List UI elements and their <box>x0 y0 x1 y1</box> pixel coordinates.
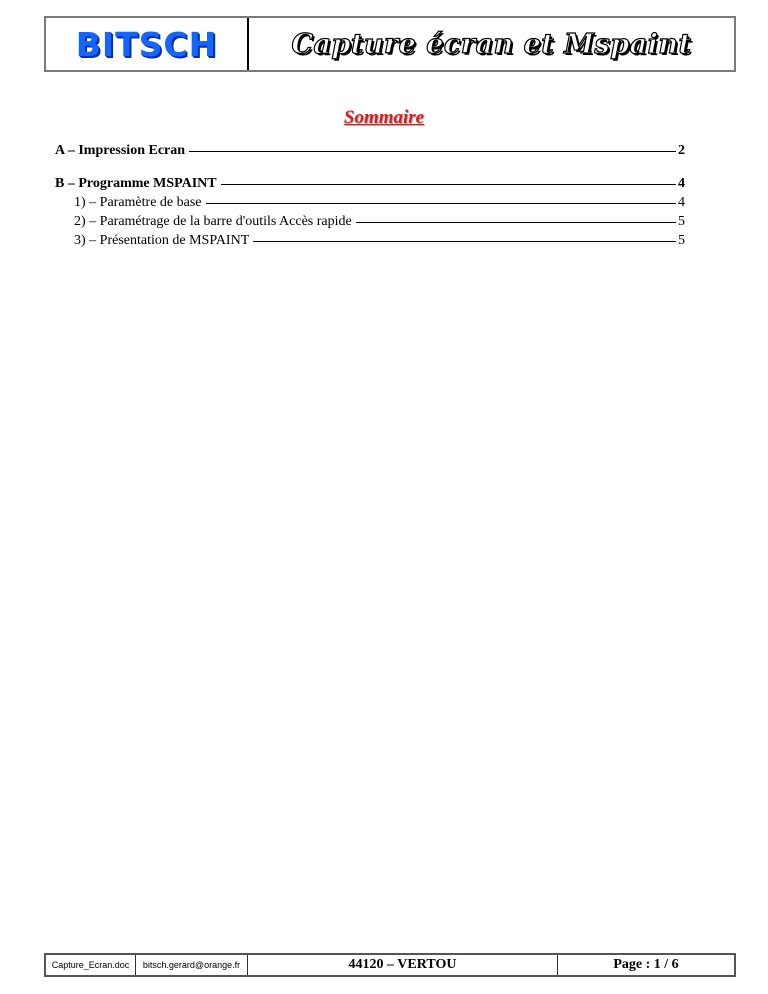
toc-entry-a[interactable] <box>55 143 685 162</box>
toc-leader-line <box>206 203 677 204</box>
footer-page-number: Page : 1 / 6 <box>613 957 679 972</box>
footer-email: bitsch.gerard@orange.fr <box>136 955 248 975</box>
logo-box <box>46 18 249 70</box>
page-footer <box>44 953 736 977</box>
table-of-contents <box>55 143 685 252</box>
toc-entry-b[interactable] <box>55 176 685 195</box>
title-box <box>249 18 734 70</box>
toc-entry-b2[interactable] <box>55 214 685 233</box>
toc-leader-line <box>253 241 676 242</box>
toc-entry-page: 5 <box>678 233 685 248</box>
toc-entry-page: 2 <box>678 143 685 158</box>
toc-leader-line <box>356 222 676 223</box>
document-title: Capture écran et Mspaint <box>291 28 692 60</box>
page-header <box>44 16 736 72</box>
footer-location: 44120 – VERTOU <box>248 955 558 975</box>
toc-entry-b3[interactable] <box>55 233 685 252</box>
toc-entry-page: 5 <box>678 214 685 229</box>
toc-entry-b1[interactable] <box>55 195 685 214</box>
footer-filename: Capture_Ecran.doc <box>46 955 136 975</box>
toc-entry-page: 4 <box>678 176 685 191</box>
logo-text: BITSCH <box>75 24 218 64</box>
toc-entry-label: 2) – Paramétrage de la barre d'outils Accès rapide <box>74 214 352 229</box>
toc-entry-page: 4 <box>678 195 685 210</box>
toc-heading: Sommaire <box>343 107 425 128</box>
toc-entry-label: 1) – Paramètre de base <box>74 195 202 210</box>
toc-entry-label: A – Impression Ecran <box>55 143 186 158</box>
toc-entry-label: 3) – Présentation de MSPAINT <box>74 233 250 248</box>
toc-leader-line <box>189 151 676 152</box>
toc-entry-label: B – Programme MSPAINT <box>55 176 217 191</box>
toc-leader-line <box>221 184 676 185</box>
